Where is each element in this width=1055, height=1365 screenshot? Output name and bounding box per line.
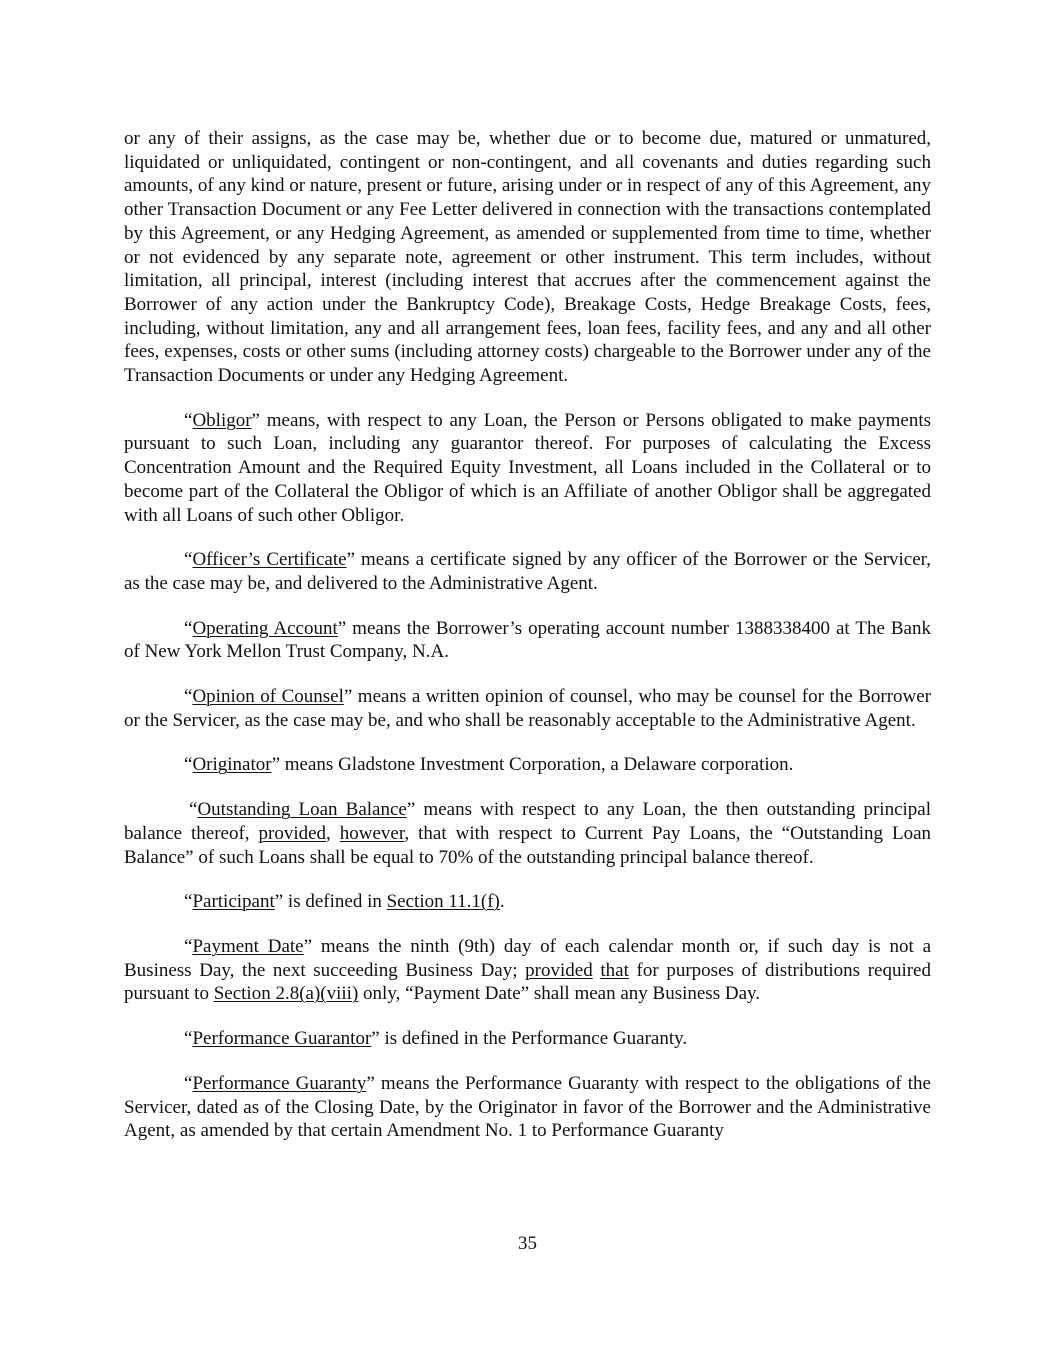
paragraph-obligations-continued: or any of their assigns, as the case may be, whether due or to become due, matured or unmatured, liquidated or unliquidated, contingent or non-contingent, and all covenants and duties regarding such amounts, of any kind or nature, present or future, arising under or in respect of any of this Agreement, any other Transaction Document or any Fee Letter delivered in connection with the transactions contemplated by this Agreement, or any Hedging Agreement, as amended or supplemented from time to time, whether or not evidenced by any separate note, agreement or other instrument. This term includes, without limitation, all principal, interest (including interest that accrues after the commencement against the Borrower of any action under the Bankruptcy Code), Breakage Costs, Hedge Breakage Costs, fees, including, without limitation, any and all arrangement fees, loan fees, facility fees, and any and all other fees, expenses, costs or other sums (including attorney costs) chargeable to the Borrower under any of the Transaction Documents or under any Hedging Agreement. [124,128,931,387]
definition-originator [124,753,931,777]
definition-performance-guarantor [124,1027,931,1051]
open-quote: “ [184,754,193,776]
provided-emphasis: provided [525,959,593,981]
definition-text-continued: , that with respect to Current Pay Loans, the “Outstanding Loan Balance” of such Loans shall be equal to 70% of the outstanding principal balance thereof. [124,822,931,868]
provided-emphasis: provided [258,822,327,844]
definition-outstanding-loan-balance [124,798,931,869]
definition-payment-date [124,935,931,1006]
document-body [124,127,931,1164]
open-quote: “ [184,549,193,571]
open-quote: “ [189,799,198,821]
definition-text-continued: for purposes of distributions required pursuant to [124,959,931,1005]
definition-text-end: only, “Payment Date” shall mean any Business Day. [358,983,761,1005]
page-number: 35 [518,1233,537,1254]
however-emphasis: however [339,822,405,844]
definition-text: ” means a certificate signed by any officer of the Borrower or the Servicer, as the case may be, and delivered to the Administrative Agent. [124,549,931,594]
open-quote: “ [184,617,193,639]
defined-term: Outstanding Loan Balance [197,799,407,821]
defined-term: Originator [192,754,272,776]
definition-text: ” is defined in [274,891,387,913]
definition-text: ” is defined in the Performance Guaranty. [371,1028,688,1050]
defined-term: Performance Guarantor [192,1028,372,1050]
defined-term: Payment Date [192,935,304,957]
definition-text: ” means with respect to any Loan, the then outstanding principal balance thereof, [124,799,931,844]
defined-term: Obligor [192,409,252,431]
defined-term: Operating Account [192,617,338,639]
open-quote: “ [184,1072,193,1094]
open-quote: “ [184,891,193,913]
section-reference: Section 2.8(a)(viii) [213,983,359,1005]
definition-text-end: . [499,891,505,913]
defined-term: Performance Guaranty [192,1072,367,1094]
defined-term: Opinion of Counsel [192,686,344,708]
definition-text: ” means the Borrower’s operating account number 1388338400 at The Bank of New York Mellon Trust Company, N.A. [124,617,931,663]
defined-term: Participant [192,891,275,913]
defined-term: Officer’s Certificate [192,549,347,571]
that-emphasis: that [600,959,629,981]
definition-obligor [124,409,931,528]
section-reference: Section 11.1(f) [386,891,500,913]
definition-performance-guaranty [124,1072,931,1143]
definition-participant [124,890,931,914]
definition-opinion-of-counsel [124,685,931,732]
definition-text: ” means Gladstone Investment Corporation, a Delaware corporation. [271,754,794,776]
separator: , [326,822,340,844]
definition-text: ” means a written opinion of counsel, who may be counsel for the Borrower or the Servicer, as the case may be, and who shall be reasonably acceptable to the Administrative Agent. [124,686,931,731]
open-quote: “ [184,409,193,431]
open-quote: “ [184,935,193,957]
open-quote: “ [184,686,193,708]
open-quote: “ [184,1028,193,1050]
definition-text: ” means the ninth (9th) day of each calendar month or, if such day is not a Business Day, the next succeeding Business Day; [124,935,931,981]
definition-text: ” means, with respect to any Loan, the Person or Persons obligated to make payments pursuant to such Loan, including any guarantor thereof. For purposes of calculating the Excess Concentration Amount and the Required Equity Investment, all Loans included in the Collateral or to become part of the Collateral the Obligor of which is an Affiliate of another Obligor shall be aggregated with all Loans of such other Obligor. [124,409,931,526]
definition-text: ” means the Performance Guaranty with respect to the obligations of the Servicer, dated as of the Closing Date, by the Originator in favor of the Borrower and the Administrative Agent, as amended by that certain Amendment No. 1 to Performance Guaranty [124,1072,931,1142]
definition-operating-account [124,617,931,664]
definition-officers-certificate [124,548,931,595]
